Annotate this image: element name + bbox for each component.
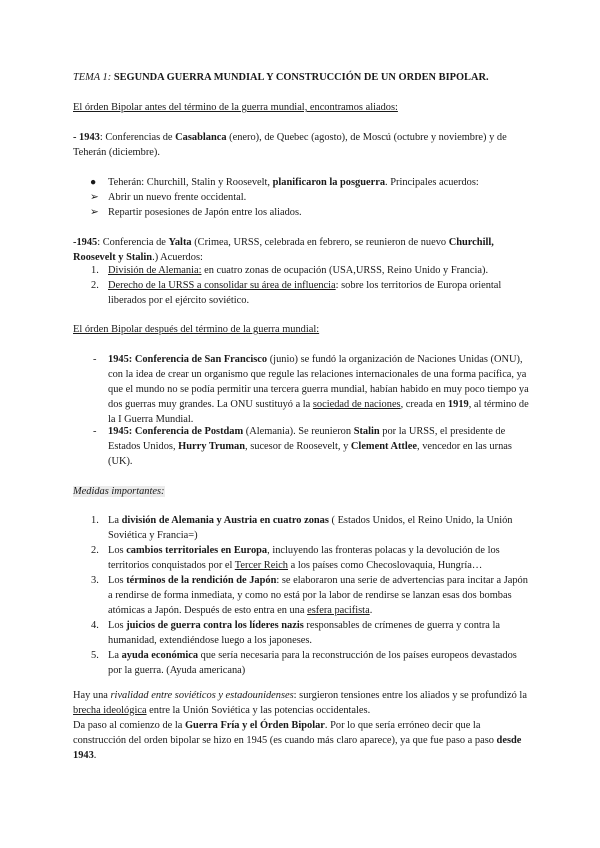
list-item-japon: Repartir posesiones de Japón entre los aliados. (108, 207, 302, 218)
list-number: 5. (91, 650, 99, 661)
closing-paragraph: Hay una rivalidad entre soviéticos y estadounidenses: surgieron tensiones entre los aliados y se profundizó la brecha ideológica entre la Unión Soviética y las potencias occidentales. Da paso al comienzo de la Guerra Fría y el Órden Bipolar. Por lo que sería erróneo decir que la construcción del orden bipolar se hizo en 1945 (es cuando más claro aparece), ya que fue paso a paso desde 1943. (73, 690, 527, 761)
arrow-bullet-icon: ➢ (90, 207, 99, 218)
list-number: 1. (91, 515, 99, 526)
bullet-dot-icon: ● (90, 177, 97, 188)
measure-item-2: Los cambios territoriales en Europa, incluyendo las fronteras polacas y la devolución de los territorios conquistados por el Tercer Reich a los países como Checoslovaquia, Hungría… (108, 545, 500, 571)
dash-marker: - (93, 426, 97, 437)
arrow-bullet-icon: ➢ (90, 192, 99, 203)
measure-item-5: La ayuda económica que sería necesaria para la reconstrucción de los países europeos devastados por la guerra. (Ayuda americana) (108, 650, 517, 676)
list-number: 1. (91, 265, 99, 276)
section2-heading: El órden Bipolar después del término de la guerra mundial: (73, 324, 320, 335)
list-number: 2. (91, 545, 99, 556)
section3-heading: Medidas importantes: (73, 486, 165, 497)
section1-paragraph-1945: -1945: Conferencia de Yalta (Crimea, URSS, celebrada en febrero, se reunieron de nuevo Churchill, Roosevelt y Stalin.) Acuerdos: (73, 237, 494, 263)
list-number: 2. (91, 280, 99, 291)
list-item-teheran: Teherán: Churchill, Stalin y Roosevelt, planificaron la posguerra. Principales acuerdos: (108, 177, 479, 188)
dash-marker: - (93, 354, 97, 365)
list-number: 4. (91, 620, 99, 631)
list-number: 3. (91, 575, 99, 586)
title-prefix: TEMA 1: (73, 72, 112, 83)
list-item-derecho: Derecho de la URSS a consolidar su área de influencia: sobre los territorios de Europa oriental liberados por el ejército soviético. (108, 280, 502, 306)
measure-item-1: La división de Alemania y Austria en cuatro zonas ( Estados Unidos, el Reino Unido, la Unión Soviética y Francia=) (108, 515, 513, 541)
section1-paragraph-1943: - 1943: Conferencias de Casablanca (enero), de Quebec (agosto), de Moscú (octubre y noviembre) y de Teherán (diciembre). (73, 132, 507, 158)
list-item-division: División de Alemania: en cuatro zonas de ocupación (USA,URSS, Reino Unido y Francia). (108, 265, 489, 276)
measure-item-3: Los términos de la rendición de Japón: se elaboraron una serie de advertencias para incitar a Japón a rendirse de forma inmediata, y como no está por la labor de rendirse se lanzan esas dos bombas atómicas a Japón. Después de esto entra en una esfera pacifista. (108, 575, 528, 616)
section1-heading: El órden Bipolar antes del término de la guerra mundial, encontramos aliados: (73, 102, 398, 113)
list-item-san-francisco: 1945: Conferencia de San Francisco (junio) se fundó la organización de Naciones Unidas (ONU), con la idea de crear un organismo que regule las relaciones internacionales de una forma pacífica, ya que el mundo no se podía permitir una tercera guerra mundial, habían habido en muy poco tiempo ya dos guerras muy grandes. La ONU sustituyó a la sociedad de naciones, creada en 1919, al término de la I Guerra Mundial. (108, 354, 529, 425)
list-item-postdam: 1945: Conferencia de Postdam (Alemania). Se reunieron Stalin por la URSS, el presidente de Estados Unidos, Hurry Truman, sucesor de Roosevelt, y Clement Attlee, vencedor en las urnas (UK). (108, 426, 512, 467)
title-text: SEGUNDA GUERRA MUNDIAL Y CONSTRUCCIÓN DE UN ORDEN BIPOLAR. (113, 72, 489, 83)
measure-item-4: Los juicios de guerra contra los líderes nazis responsables de crímenes de guerra y contra la humanidad, extendiéndose luego a los japoneses. (108, 620, 500, 646)
document-title (73, 70, 533, 85)
list-item-frente: Abrir un nuevo frente occidental. (108, 192, 247, 203)
